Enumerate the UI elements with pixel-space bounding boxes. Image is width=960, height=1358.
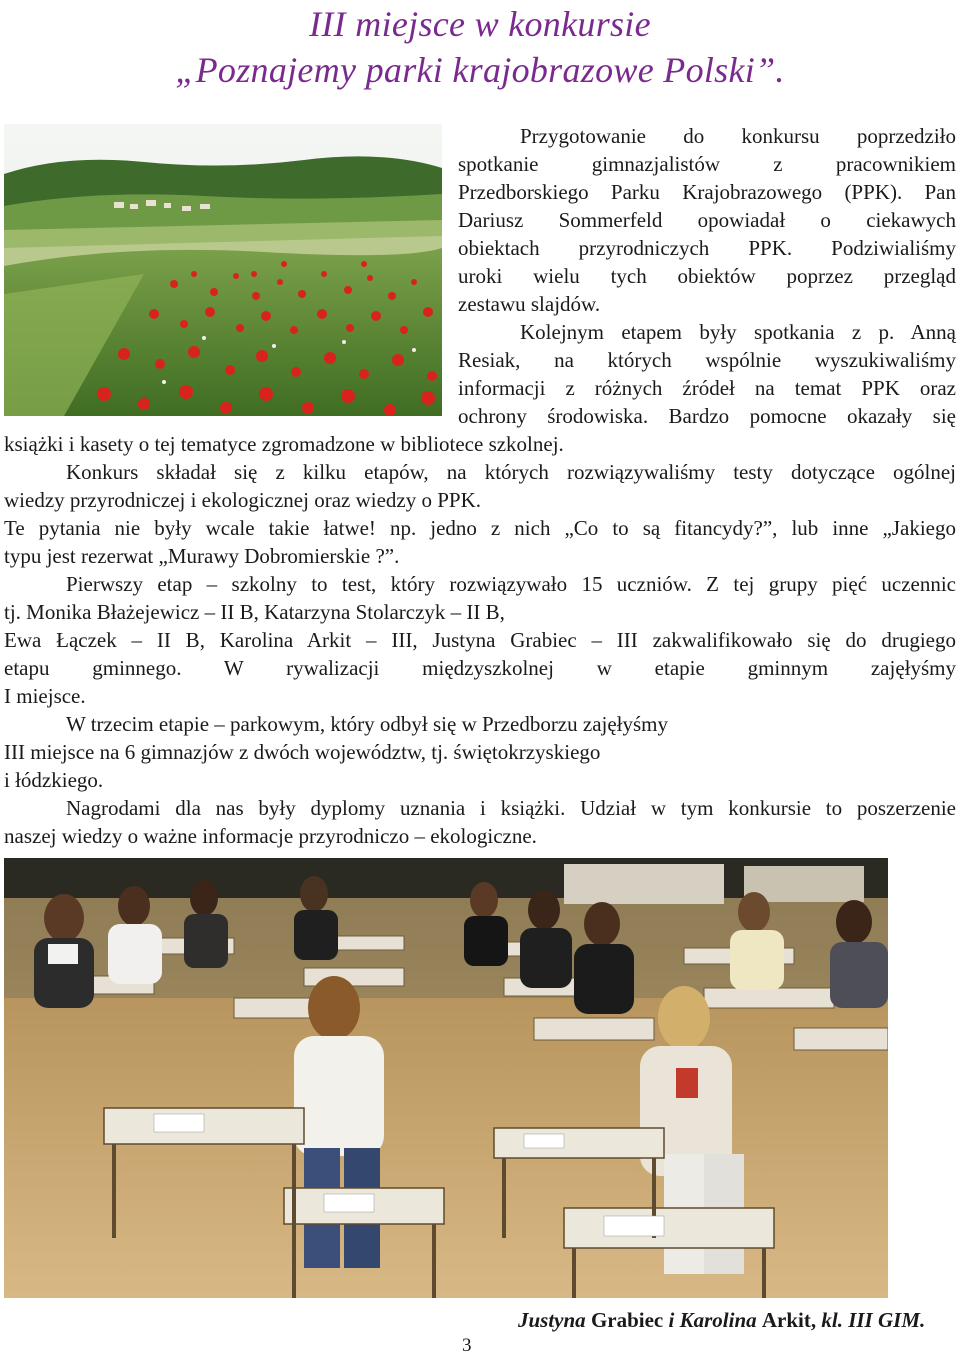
article-title-line-1: III miejsce w konkursie [309, 4, 651, 44]
paragraph-5-line-5: I miejsce. [4, 684, 86, 708]
paragraph-1-line-5: obiektach przyrodniczych PPK. Podziwialiśmy [458, 236, 956, 260]
photo-caption [518, 1306, 925, 1334]
paragraph-1-line-4: Dariusz Sommerfeld opowiadał o ciekawych [458, 208, 956, 232]
paragraph-5-line-1: Pierwszy etap – szkolny to test, który rozwiązywało 15 uczniów. Z tej grupy pięć uczennic [66, 572, 956, 596]
paragraph-1-line-6: uroki wielu tych obiektów poprzez przegląd [458, 264, 956, 288]
caption-last-name-2: Arkit, [761, 1308, 817, 1332]
paragraph-2-line-2: Resiak, na których wspólnie wyszukiwaliśmy [458, 348, 956, 372]
paragraph-7-line-1: Nagrodami dla nas były dyplomy uznania i książki. Udział w tym konkursie to poszerzenie [66, 796, 956, 820]
paragraph-1-line-3: Przedborskiego Parku Krajobrazowego (PPK). Pan [458, 180, 956, 204]
paragraph-5-line-3: Ewa Łączek – II B, Karolina Arkit – III, Justyna Grabiec – III zakwalifikowało się do drugiego [4, 628, 956, 652]
paragraph-5-line-2: tj. Monika Błażejewicz – II B, Katarzyna Stolarczyk – II B, [4, 600, 505, 624]
article-title-line-2: „Poznajemy parki krajobrazowe Polski”. [175, 50, 785, 90]
classroom-exam-photo [4, 858, 888, 1298]
paragraph-2-line-5: książki i kasety o tej tematyce zgromadzone w bibliotece szkolnej. [4, 432, 564, 456]
paragraph-6-line-2: III miejsce na 6 gimnazjów z dwóch województw, tj. świętokrzyskiego [4, 740, 601, 764]
caption-first-name-1: Justyna [518, 1308, 586, 1332]
paragraph-3-line-1: Konkurs składał się z kilku etapów, na których rozwiązywaliśmy testy dotyczące ogólnej [66, 460, 956, 484]
poppy-field-photo [4, 124, 442, 416]
caption-last-name-1: Grabiec [590, 1308, 664, 1332]
paragraph-3-line-2: wiedzy przyrodniczej i ekologicznej oraz wiedzy o PPK. [4, 488, 482, 512]
paragraph-1-line-2: spotkanie gimnazjalistów z pracownikiem [458, 152, 956, 176]
paragraph-2-line-1: Kolejnym etapem były spotkania z p. Anną [520, 320, 956, 344]
paragraph-5-line-4: etapu gminnego. W rywalizacji międzyszkolnej w etapie gminnym zajęłyśmy [4, 656, 956, 680]
paragraph-4-line-2: typu jest rezerwat „Murawy Dobromierskie ?”. [4, 544, 400, 568]
paragraph-1-line-7: zestawu slajdów. [458, 292, 601, 316]
page-number: 3 [462, 1335, 472, 1356]
paragraph-6-line-1: W trzecim etapie – parkowym, który odbył się w Przedborzu zajęłyśmy [66, 712, 669, 736]
caption-first-name-2: Karolina [679, 1308, 757, 1332]
paragraph-2-line-3: informacji z różnych źródeł na temat PPK oraz [458, 376, 956, 400]
paragraph-2-line-4: ochrony środowiska. Bardzo pomocne okazały się [458, 404, 956, 428]
caption-class: kl. III GIM. [821, 1308, 926, 1332]
paragraph-7-line-2: naszej wiedzy o ważne informacje przyrodniczo – ekologiczne. [4, 824, 537, 848]
caption-conjunction: i [668, 1308, 675, 1332]
paragraph-6-line-3: i łódzkiego. [4, 768, 104, 792]
paragraph-1-line-1: Przygotowanie do konkursu poprzedziło [520, 124, 956, 148]
paragraph-4-line-1: Te pytania nie były wcale takie łatwe! np. jedno z nich „Co to są fitancydy?”, lub inne „Jakiego [4, 516, 956, 540]
